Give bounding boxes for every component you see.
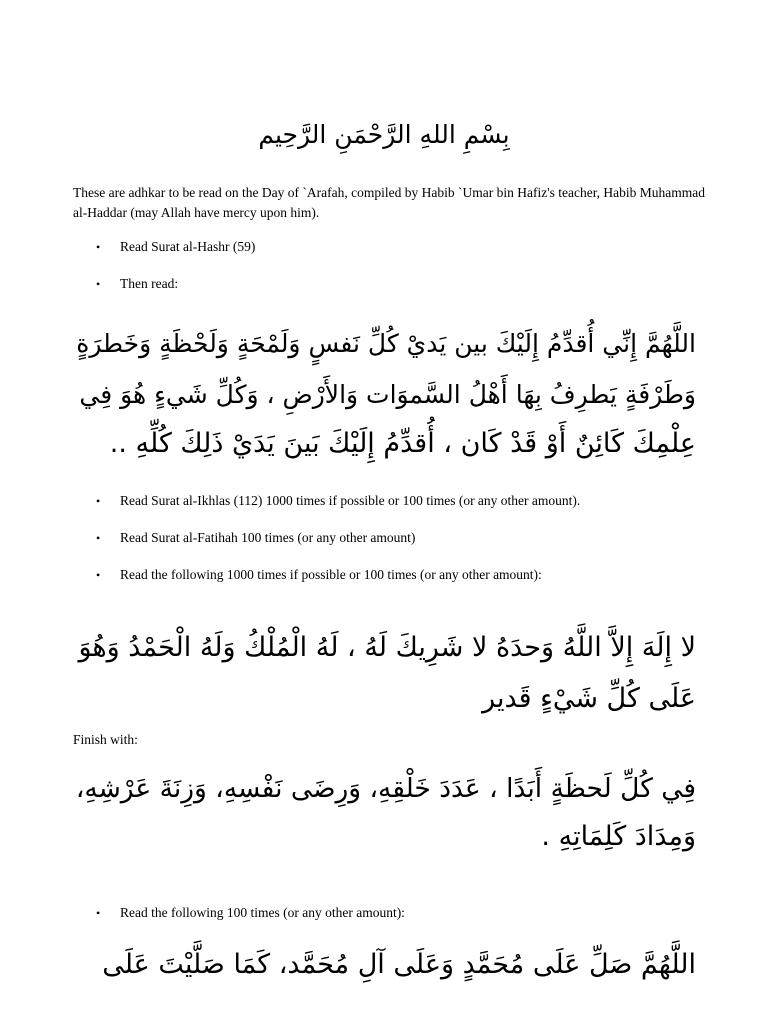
dua-line: اللَّهُمَّ صَلِّ عَلَى مُحَمَّدٍ وَعَلَى آلِ مُحَمَّد، كَمَا صَلَّيْتَ عَلَى: [102, 949, 696, 980]
bullet-icon: •: [96, 494, 101, 508]
bullet-icon: •: [96, 240, 101, 254]
dua-line: وَمِدَادَ كَلِمَاتِهِ .: [541, 821, 696, 852]
list-item-text: Read Surat al-Hashr (59): [120, 239, 256, 254]
list-item: [96, 275, 178, 293]
bullet-icon: •: [96, 906, 101, 920]
list-item-text: Read Surat al-Fatihah 100 times (or any other amount): [120, 530, 416, 545]
bullet-icon: •: [96, 568, 101, 582]
basmala-heading: بِسْمِ اللهِ الرَّحْمَنِ الرَّحِيم: [258, 120, 510, 149]
list-item: [96, 238, 255, 256]
list-item-text: Read Surat al-Ikhlas (112) 1000 times if possible or 100 times (or any other amount).: [120, 493, 581, 508]
finish-label: Finish with:: [73, 732, 138, 747]
dua-line: فِي كُلِّ لَحظَةٍ أَبَدًا ، عَدَدَ خَلْقِهِ، وَرِضَى نَفْسِهِ، وَزِنَةَ عَرْشِهِ،: [75, 773, 696, 804]
list-item: [96, 492, 580, 510]
bullet-icon: •: [96, 277, 101, 291]
dua-line: لا إِلَهَ إِلاَّ اللَّهُ وَحدَهُ لا شَرِيكَ لَهُ ، لَهُ الْمُلْكُ وَلَهُ الْحَمْدُ وَهُوَ: [78, 632, 696, 663]
bullet-icon: •: [96, 531, 101, 545]
list-item-text: Then read:: [120, 276, 179, 291]
dua-line: وَطَرْفَةٍ يَطرِفُ بِهَا أَهْلُ السَّموَات وَالأَرْضِ ، وَكُلِّ شَيءٍ هُوَ فِي: [79, 380, 696, 409]
dua-line: عِلْمِكَ كَائِنٌ أَوْ قَدْ كَان ، أُقدِّمُ إِلَيْكَ بَينَ يَدَيْ ذَلِكَ كُلِّهِ ..: [109, 428, 696, 459]
dua-line: عَلَى كُلِّ شَيْءٍ قَدير: [482, 683, 696, 714]
list-item-text: Read the following 1000 times if possible or 100 times (or any other amount):: [120, 567, 542, 582]
dua-line: اللَّهُمَّ إِنِّي أُقدِّمُ إِلَيْكَ بين يَديْ كُلِّ نَفسٍ وَلَمْحَةٍ وَلَحْظَةٍ وَخَطرَةٍ: [76, 329, 696, 358]
list-item: [96, 529, 415, 547]
list-item-text: Read the following 100 times (or any other amount):: [120, 905, 405, 920]
list-item: [96, 904, 405, 922]
intro-paragraph: These are adhkar to be read on the Day of `Arafah, compiled by Habib `Umar bin Hafiz's teacher, Habib Muhammad al-Haddar (may Allah have mercy upon him).: [73, 185, 706, 220]
list-item: [96, 566, 542, 584]
